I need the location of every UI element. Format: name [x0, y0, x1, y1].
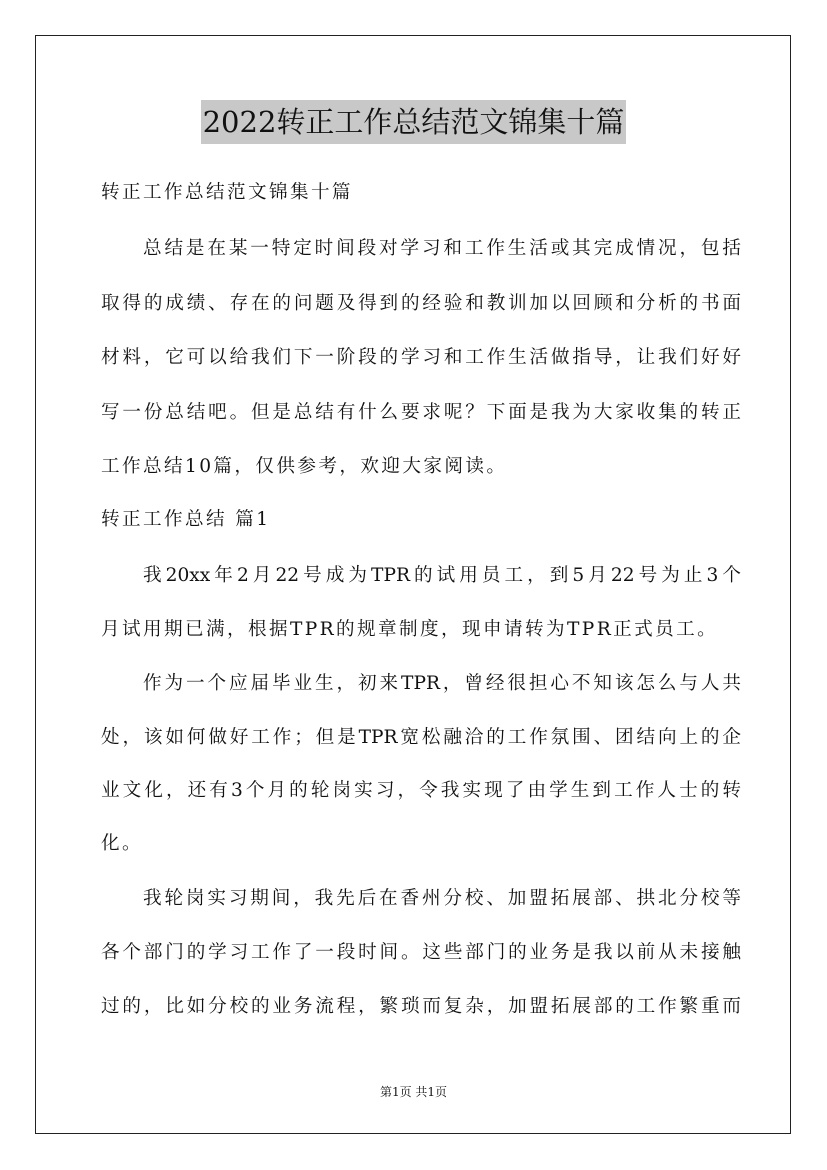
document-subtitle: 转正工作总结范文锦集十篇: [101, 182, 353, 203]
p2-line-2: 处，该如何做好工作；但是TPR宽松融洽的工作氛围、团结向上的企: [101, 727, 741, 748]
intro-line-3: 材料，它可以给我们下一阶段的学习和工作生活做指导，让我们好好: [101, 347, 741, 368]
p1-line-2: 月试用期已满，根据TPR的规章制度，现申请转为TPR正式员工。: [101, 619, 719, 640]
p1-line-1: 我20xx年2月22号成为TPR的试用员工，到5月22号为止3个: [143, 565, 741, 586]
p3-line-1: 我轮岗实习期间，我先后在香州分校、加盟拓展部、拱北分校等: [143, 888, 741, 909]
p2-line-3: 业文化，还有3个月的轮岗实习，令我实现了由学生到工作人士的转: [101, 780, 741, 801]
intro-line-4: 写一份总结吧。但是总结有什么要求呢？下面是我为大家收集的转正: [101, 402, 741, 423]
p3-line-2: 各个部门的学习工作了一段时间。这些部门的业务是我以前从未接触: [101, 942, 741, 963]
p3-line-3: 过的，比如分校的业务流程，繁琐而复杂，加盟拓展部的工作繁重而: [101, 996, 741, 1017]
intro-line-5: 工作总结10篇，仅供参考，欢迎大家阅读。: [101, 456, 508, 477]
title-container: [0, 100, 827, 144]
p2-line-1: 作为一个应届毕业生，初来TPR，曾经很担心不知该怎么与人共: [143, 673, 741, 694]
intro-line-1: 总结是在某一特定时间段对学习和工作生活或其完成情况，包括: [143, 238, 741, 259]
section-heading: 转正工作总结 篇1: [101, 509, 271, 530]
intro-line-2: 取得的成绩、存在的问题及得到的经验和教训加以回顾和分析的书面: [101, 293, 741, 314]
p2-line-4: 化。: [101, 833, 143, 854]
page-footer: 第1页 共1页: [379, 1085, 448, 1099]
document-title: 2022转正工作总结范文锦集十篇: [201, 100, 627, 144]
